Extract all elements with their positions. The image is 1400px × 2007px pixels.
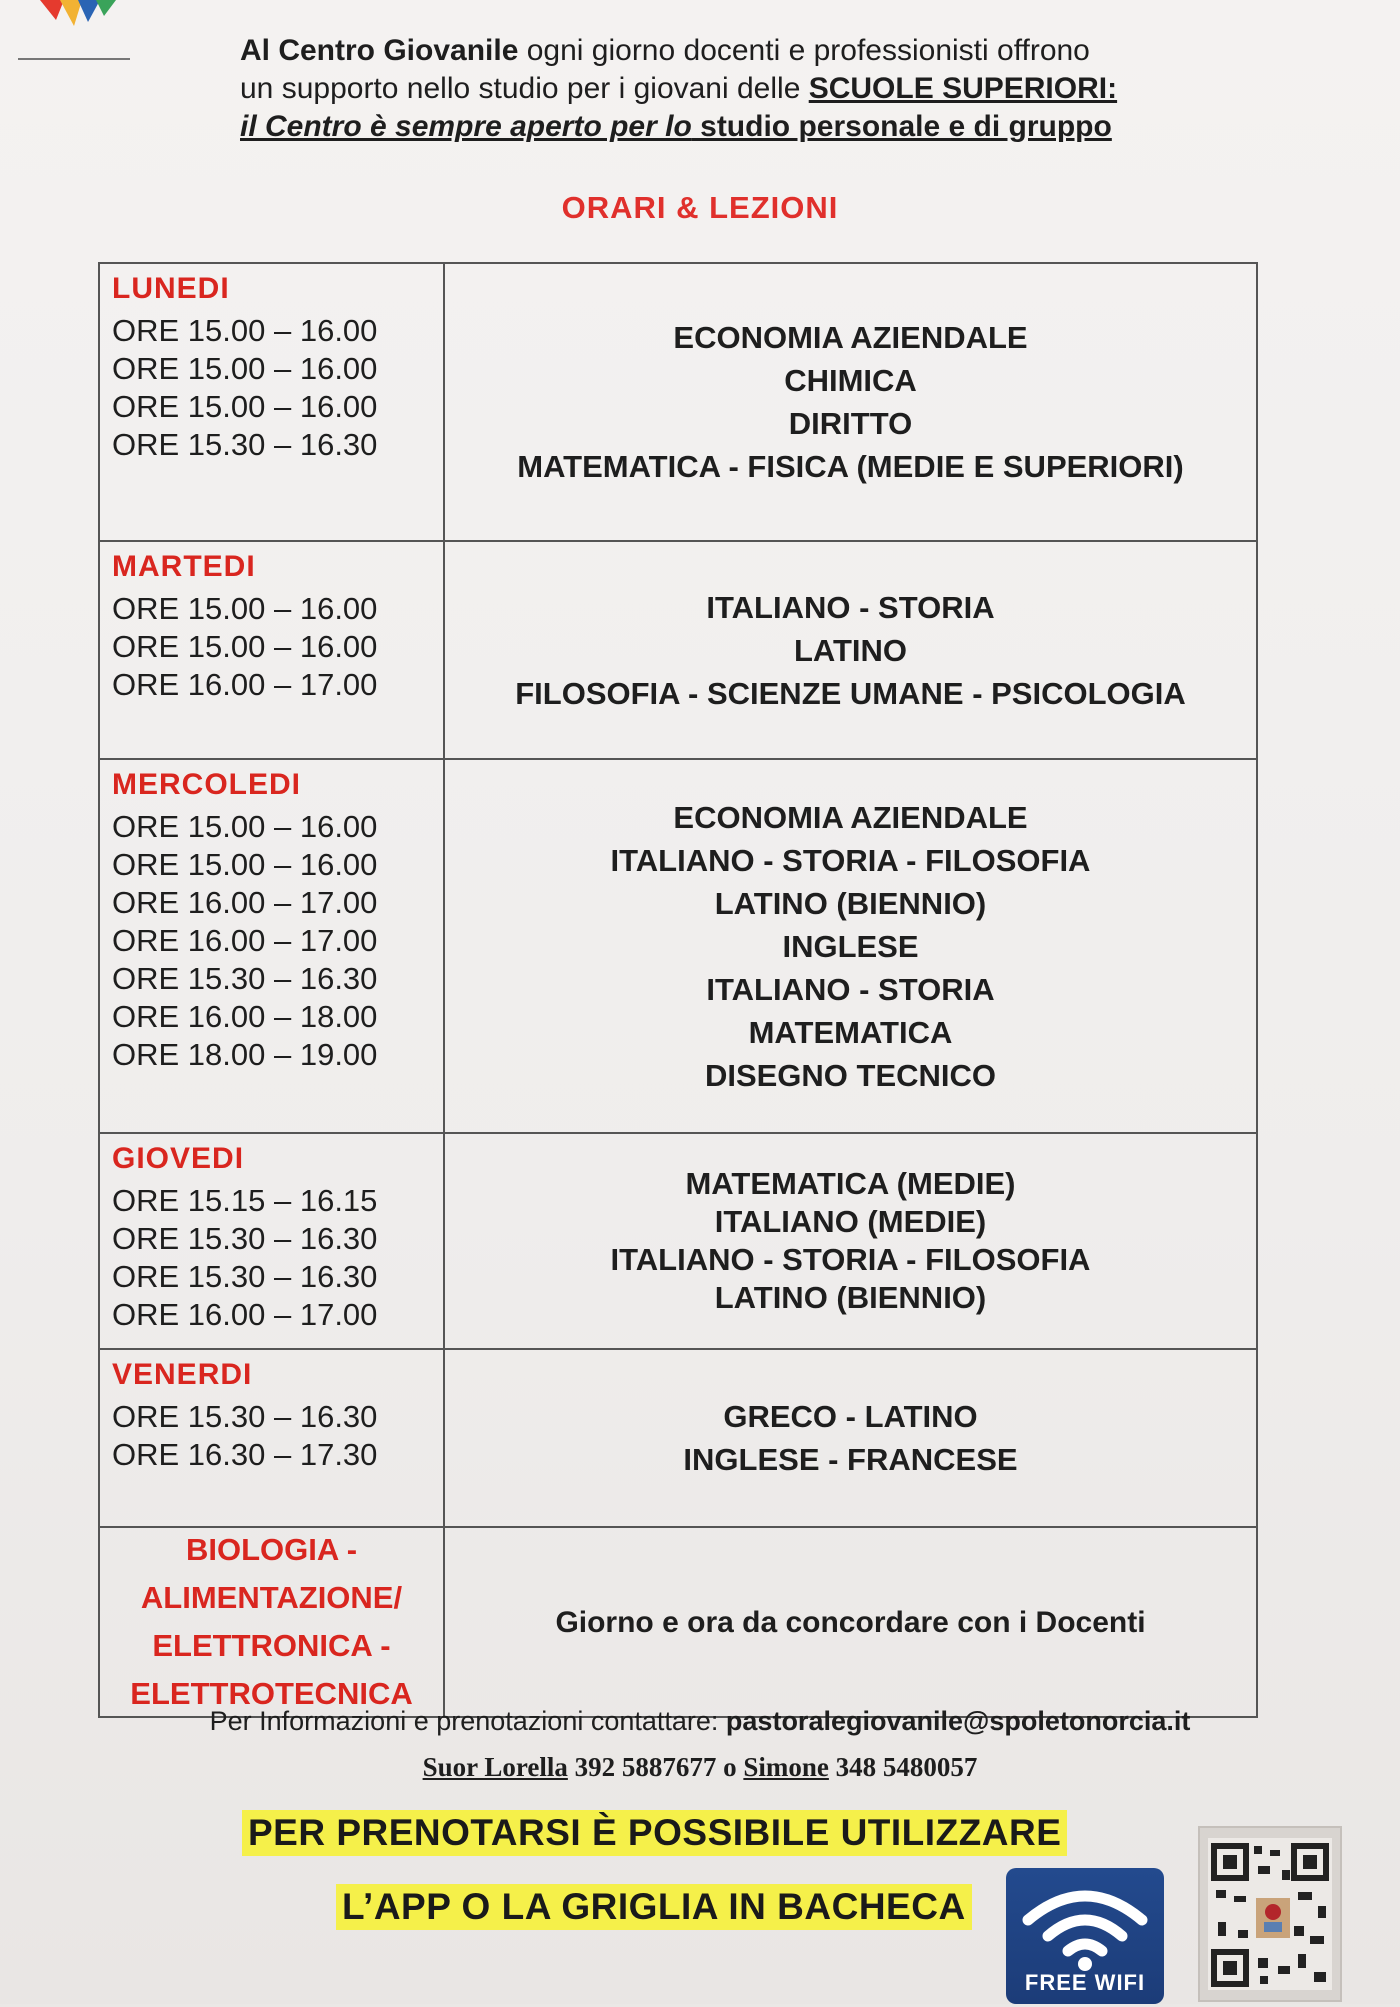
subjects-cell bbox=[445, 1350, 1256, 1526]
intro-bold: Al Centro Giovanile bbox=[240, 34, 519, 67]
subject: CHIMICA bbox=[784, 363, 917, 398]
day-cell bbox=[100, 760, 445, 1132]
day-cell bbox=[100, 1350, 445, 1526]
schedule-row-martedi bbox=[100, 542, 1256, 760]
subject: MATEMATICA - FISICA (MEDIE E SUPERIORI) bbox=[517, 449, 1184, 484]
subject: LATINO bbox=[793, 632, 908, 668]
intro-italic: il Centro è sempre aperto per lo bbox=[240, 110, 692, 143]
time-slot: ORE 16.30 – 17.30 bbox=[112, 1437, 378, 1472]
wifi-icon bbox=[1006, 1874, 1164, 1974]
subjects-cell bbox=[445, 542, 1256, 758]
subject: ECONOMIA AZIENDALE bbox=[673, 320, 1028, 355]
booking-callout-line2: L’APP O LA GRIGLIA IN BACHECA bbox=[336, 1884, 972, 1930]
schedule-row-lunedi bbox=[100, 264, 1256, 542]
subject: LATINO (BIENNIO) bbox=[714, 885, 987, 921]
contact-email-link[interactable]: pastoralegiovanile@spoletonorcia.it bbox=[725, 1706, 1191, 1736]
special-subject: ALIMENTAZIONE/ bbox=[140, 1580, 403, 1615]
contact-name: Suor Lorella bbox=[422, 1752, 568, 1782]
contact-phone: 348 5480057 bbox=[828, 1752, 978, 1782]
time-slot: ORE 16.00 – 18.00 bbox=[112, 999, 378, 1034]
schedule-row-mercoledi bbox=[100, 760, 1256, 1134]
time-slot: ORE 16.00 – 17.00 bbox=[112, 667, 378, 702]
day-cell bbox=[100, 542, 445, 758]
time-slot: ORE 15.00 – 16.00 bbox=[112, 389, 378, 424]
day-cell bbox=[100, 1134, 445, 1348]
subject: ECONOMIA AZIENDALE bbox=[673, 799, 1028, 835]
info-prefix: Per Informazioni e prenotazioni contattare: bbox=[209, 1706, 726, 1736]
hands-logo-icon bbox=[30, 0, 120, 40]
schedule-row-special bbox=[100, 1528, 1256, 1716]
schedule-row-venerdi bbox=[100, 1350, 1256, 1528]
booking-callout-line1: PER PRENOTARSI È POSSIBILE UTILIZZARE bbox=[242, 1810, 1067, 1856]
qr-code-icon bbox=[1198, 1826, 1342, 2002]
subject: MATEMATICA bbox=[748, 1014, 953, 1050]
intro-line3: studio personale e di gruppo bbox=[691, 110, 1112, 143]
intro-line2: un supporto nello studio per i giovani delle bbox=[240, 72, 809, 105]
day-cell bbox=[100, 264, 445, 540]
time-slot: ORE 16.00 – 17.00 bbox=[112, 923, 378, 958]
intro-line1: ogni giorno docenti e professionisti offrono bbox=[518, 34, 1090, 67]
time-slot: ORE 15.00 – 16.00 bbox=[112, 809, 378, 844]
special-subject: BIOLOGIA - bbox=[185, 1532, 358, 1567]
intro-underlined: SCUOLE SUPERIORI: bbox=[808, 72, 1118, 105]
subject: DISEGNO TECNICO bbox=[704, 1057, 997, 1093]
special-subject: ELETTRONICA - bbox=[152, 1628, 391, 1663]
subject: ITALIANO - STORIA bbox=[706, 589, 995, 625]
time-slot: ORE 15.00 – 16.00 bbox=[112, 591, 378, 626]
special-note: Giorno e ora da concordare con i Docenti bbox=[555, 1605, 1146, 1639]
subject: ITALIANO (MEDIE) bbox=[714, 1204, 987, 1239]
day-label: MARTEDI bbox=[112, 550, 256, 583]
subject: INGLESE bbox=[782, 928, 919, 964]
subjects-cell bbox=[445, 1134, 1256, 1348]
schedule-row-giovedi bbox=[100, 1134, 1256, 1350]
schedule-table bbox=[98, 262, 1258, 1718]
subject: MATEMATICA (MEDIE) bbox=[685, 1166, 1016, 1201]
wifi-label: FREE WIFI bbox=[1024, 1970, 1146, 1995]
subjects-cell bbox=[445, 760, 1256, 1132]
day-label: LUNEDI bbox=[112, 272, 230, 305]
time-slot: ORE 15.15 – 16.15 bbox=[112, 1183, 378, 1218]
free-wifi-badge bbox=[1006, 1868, 1164, 2004]
info-line bbox=[0, 1706, 1400, 1737]
time-slot: ORE 16.00 – 17.00 bbox=[112, 1297, 378, 1332]
time-slot: ORE 16.00 – 17.00 bbox=[112, 885, 378, 920]
contact-name: Simone bbox=[743, 1752, 829, 1782]
day-label: MERCOLEDI bbox=[112, 768, 301, 801]
special-subjects-cell bbox=[100, 1528, 445, 1716]
time-slot: ORE 15.30 – 16.30 bbox=[112, 1259, 378, 1294]
time-slot: ORE 15.00 – 16.00 bbox=[112, 351, 378, 386]
time-slot: ORE 15.00 – 16.00 bbox=[112, 313, 378, 348]
time-slot: ORE 18.00 – 19.00 bbox=[112, 1037, 378, 1072]
subject: FILOSOFIA - SCIENZE UMANE - PSICOLOGIA bbox=[515, 675, 1186, 711]
contact-phone: 392 5887677 o bbox=[567, 1752, 744, 1782]
time-slot: ORE 15.30 – 16.30 bbox=[112, 961, 378, 996]
time-slot: ORE 15.30 – 16.30 bbox=[112, 1399, 378, 1434]
section-title: ORARI & LEZIONI bbox=[561, 190, 839, 225]
intro-text bbox=[240, 32, 1220, 146]
subject: INGLESE - FRANCESE bbox=[683, 1442, 1018, 1477]
subjects-cell bbox=[445, 264, 1256, 540]
contacts-line bbox=[0, 1752, 1400, 1783]
time-slot: ORE 15.30 – 16.30 bbox=[112, 427, 378, 462]
logo-underline bbox=[18, 58, 130, 60]
subject: DIRITTO bbox=[788, 406, 913, 441]
subject: ITALIANO - STORIA bbox=[706, 971, 995, 1007]
time-slot: ORE 15.00 – 16.00 bbox=[112, 629, 378, 664]
time-slot: ORE 15.30 – 16.30 bbox=[112, 1221, 378, 1256]
time-slot: ORE 15.00 – 16.00 bbox=[112, 847, 378, 882]
subject: ITALIANO - STORIA - FILOSOFIA bbox=[610, 1242, 1091, 1277]
subject: GRECO - LATINO bbox=[723, 1399, 978, 1434]
special-note-cell bbox=[445, 1528, 1256, 1716]
subject: LATINO (BIENNIO) bbox=[714, 1280, 987, 1315]
day-label: GIOVEDI bbox=[112, 1142, 245, 1175]
special-subject: ELETTROTECNICA bbox=[130, 1676, 413, 1711]
qr-code-sticker[interactable] bbox=[1198, 1826, 1342, 2002]
day-label: VENERDI bbox=[112, 1358, 253, 1391]
subject: ITALIANO - STORIA - FILOSOFIA bbox=[610, 842, 1091, 878]
